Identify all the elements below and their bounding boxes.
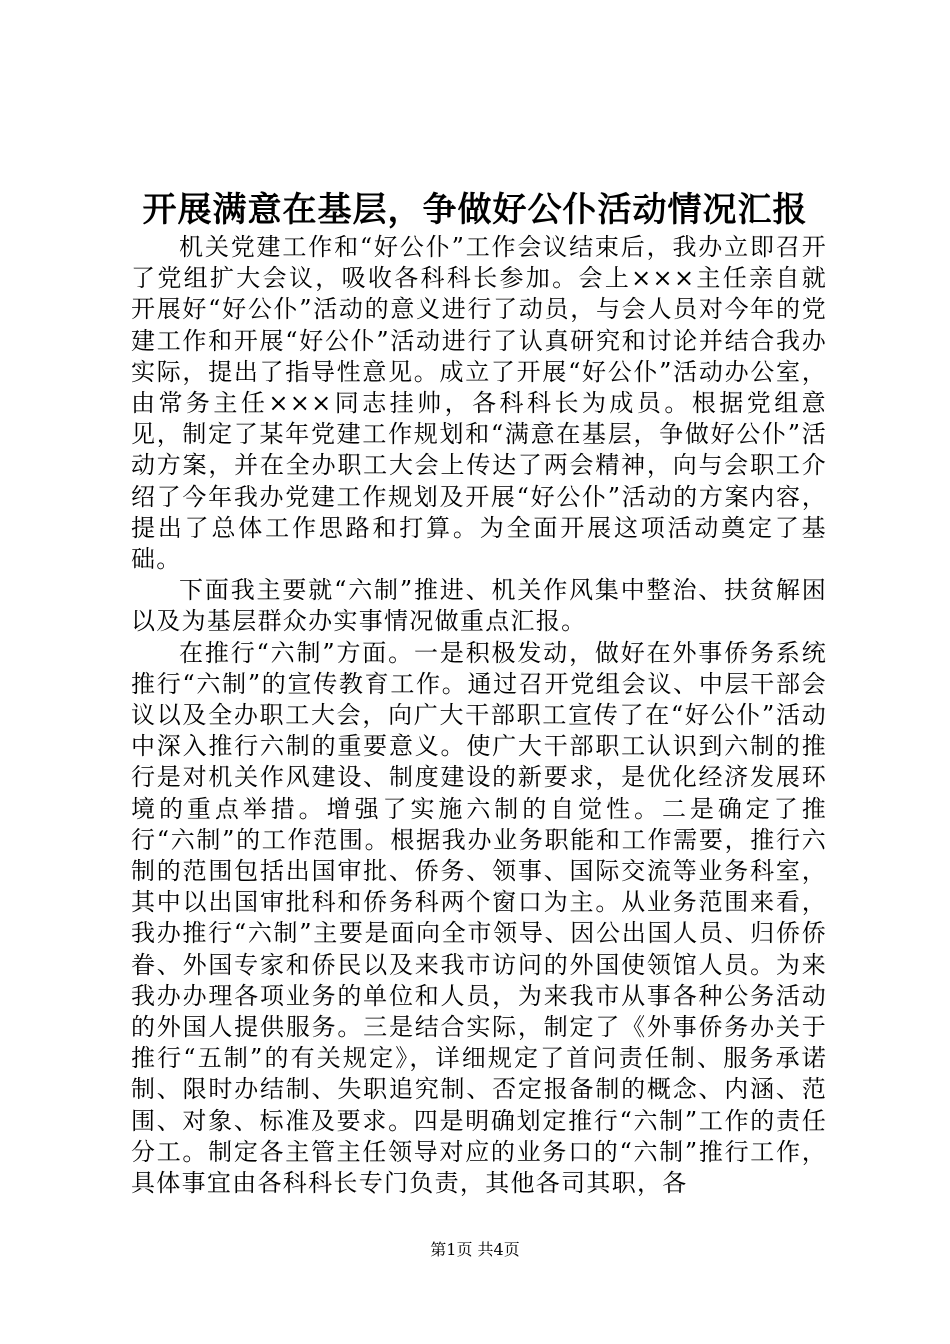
document-title: 开展满意在基层，争做好公仆活动情况汇报 xyxy=(142,190,808,230)
paragraph-intro: 机关党建工作和“好公仆”工作会议结束后，我办立即召开了党组扩大会议，吸收各科科长参加。会上×××主任亲自就开展好“好公仆”活动的意义进行了动员，与会人员对今年的党建工作和开展“好公仆”活动进行了认真研究和讨论并结合我办实际，提出了指导性意见。成立了开展“好公仆”活动办公室，由常务主任×××同志挂帅，各科科长为成员。根据党组意见，制定了某年党建工作规划和“满意在基层，争做好公仆”活动方案，并在全办职工大会上传达了两会精神，向与会职工介绍了今年我办党建工作规划及开展“好公仆”活动的方案内容，提出了总体工作思路和打算。为全面开展这项活动奠定了基础。 xyxy=(131,233,827,574)
paragraph-overview: 下面我主要就“六制”推进、机关作风集中整治、扶贫解困以及为基层群众办实事情况做重点汇报。 xyxy=(131,576,827,636)
document-body xyxy=(131,232,827,1199)
paragraph-six-systems: 在推行“六制”方面。一是积极发动，做好在外事侨务系统推行“六制”的宣传教育工作。通过召开党组会议、中层干部会议以及全办职工大会，向广大干部职工宣传了在“好公仆”活动中深入推行六制的重要意义。使广大干部职工认识到六制的推行是对机关作风建设、制度建设的新要求，是优化经济发展环境的重点举措。增强了实施六制的自觉性。二是确定了推行“六制”的工作范围。根据我办业务职能和工作需要，推行六制的范围包括出国审批、侨务、领事、国际交流等业务科室，其中以出国审批科和侨务科两个窗口为主。从业务范围来看，我办推行“六制”主要是面向全市领导、因公出国人员、归侨侨眷、外国专家和侨民以及来我市访问的外国使领馆人员。为来我办办理各项业务的单位和人员，为来我市从事各种公务活动的外国人提供服务。三是结合实际，制定了《外事侨务办关于推行“五制”的有关规定》，详细规定了首问责任制、服务承诺制、限时办结制、失职追究制、否定报备制的概念、内涵、范围、对象、标准及要求。四是明确划定推行“六制”工作的责任分工。制定各主管主任领导对应的业务口的“六制”推行工作，具体事宜由各科科长专门负责，其他各司其职，各 xyxy=(131,638,827,1198)
page-number-footer: 第1页 共4页 xyxy=(430,1240,520,1259)
